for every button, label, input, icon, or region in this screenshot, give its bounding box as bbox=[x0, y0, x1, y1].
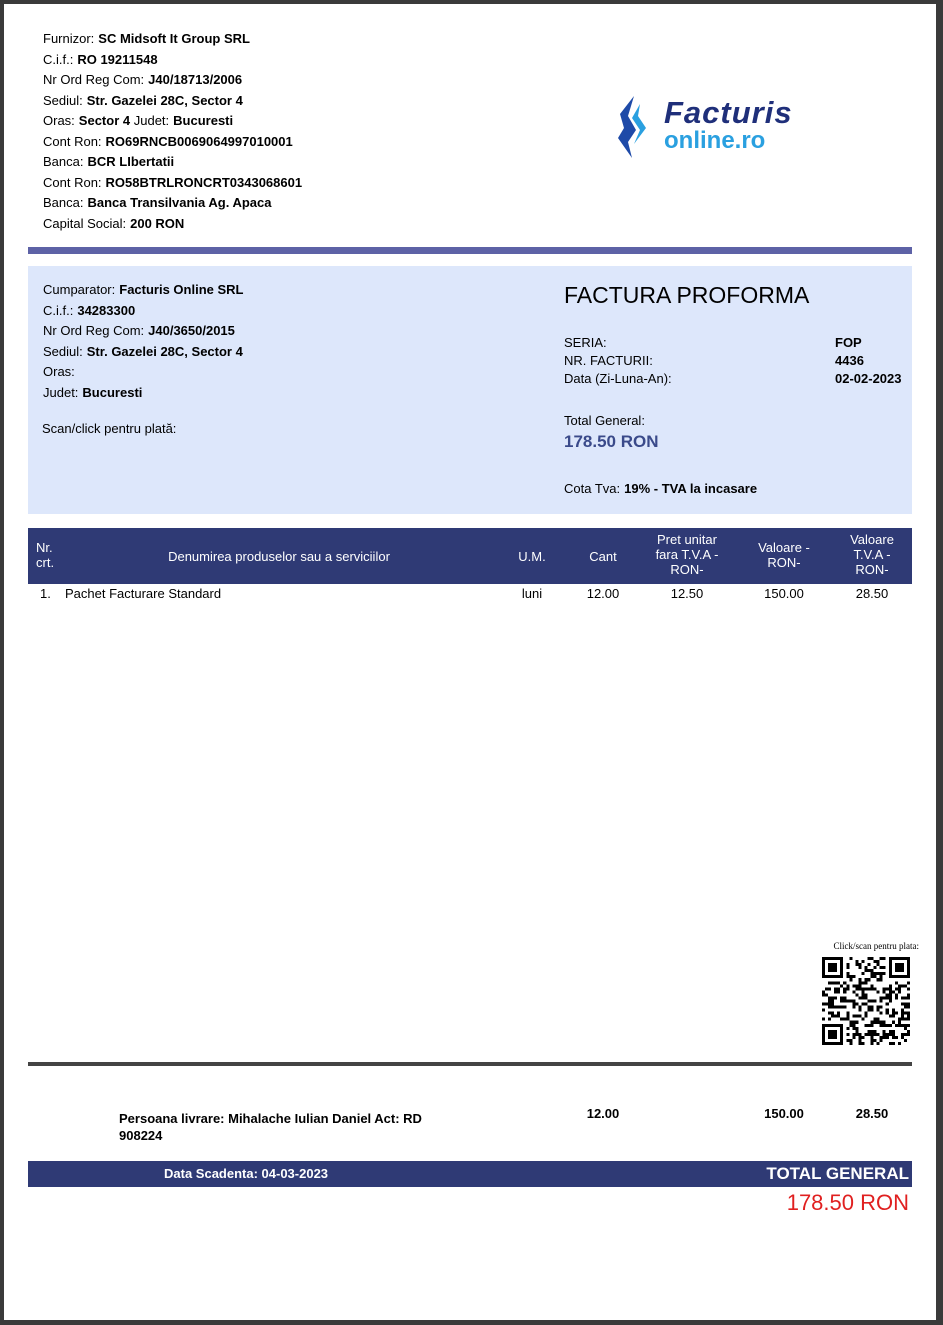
invoice-title: FACTURA PROFORMA bbox=[564, 282, 810, 308]
value-total: 150.00 bbox=[764, 1106, 804, 1121]
logo-text-online: online.ro bbox=[664, 127, 766, 154]
row-nr: 1. bbox=[40, 586, 51, 601]
col-nr-header: Nr. crt. bbox=[36, 540, 55, 570]
vat-total: 28.50 bbox=[855, 1106, 889, 1121]
total-general-value: 178.50 RON bbox=[564, 432, 659, 451]
payment-qr-code[interactable] bbox=[822, 957, 910, 1045]
invoice-page bbox=[4, 4, 936, 1320]
row-price: 12.50 bbox=[670, 586, 704, 601]
row-value: 150.00 bbox=[764, 586, 804, 601]
logo-text-facturis: Facturis bbox=[664, 95, 793, 130]
footer-divider bbox=[28, 1062, 912, 1066]
invoice-number: 4436 bbox=[835, 353, 864, 368]
delivery-person: Persoana livrare: Mihalache Iulian Daniel Act: RD 908224 bbox=[119, 1111, 422, 1143]
facturis-logo bbox=[614, 94, 844, 164]
invoice-date: 02-02-2023 bbox=[835, 371, 902, 386]
logo-mark-icon bbox=[614, 94, 650, 160]
qty-total: 12.00 bbox=[586, 1106, 620, 1121]
qr-caption: Click/scan pentru plata: bbox=[833, 941, 919, 951]
col-qty-header: Cant bbox=[589, 549, 617, 564]
col-price-header: Pret unitar fara T.V.A -RON- bbox=[655, 532, 719, 577]
col-um-header: U.M. bbox=[518, 549, 546, 564]
buyer-scan-text: Scan/click pentru plată: bbox=[42, 421, 177, 436]
qr-code-icon bbox=[822, 957, 910, 1045]
supplier-name: SC Midsoft It Group SRL bbox=[98, 31, 250, 46]
col-name-header: Denumirea produselor sau a serviciilor bbox=[168, 549, 390, 564]
due-date: Data Scadenta: 04-03-2023 bbox=[164, 1166, 329, 1181]
row-um: luni bbox=[521, 586, 543, 601]
row-name: Pachet Facturare Standard bbox=[65, 586, 222, 601]
total-general-heading: TOTAL GENERAL bbox=[766, 1164, 909, 1183]
row-qty: 12.00 bbox=[586, 586, 620, 601]
buyer-name: Facturis Online SRL bbox=[119, 282, 244, 297]
header-divider bbox=[28, 247, 912, 254]
row-vat: 28.50 bbox=[855, 586, 889, 601]
col-vat-header: Valoare T.V.A -RON- bbox=[850, 532, 894, 577]
buyer-block: Cumparator: Facturis Online SRL C.i.f.: 34283300 Nr Ord Reg Com: J40/3650/2015 Sediul: Str. Gazelei 28C, Sector 4 Oras: Judet: Bucuresti bbox=[43, 282, 244, 400]
footer-total-value: 178.50 RON bbox=[786, 1190, 909, 1215]
invoice-series: FOP bbox=[835, 335, 862, 350]
invoice-meta: SERIA: FOP NR. FACTURII: 4436 Data (Zi-Luna-An): 02-02-2023 bbox=[564, 335, 902, 386]
col-value-header: Valoare -RON- bbox=[758, 540, 810, 570]
supplier-block: Furnizor: SC Midsoft It Group SRL C.i.f.: RO 19211548 Nr Ord Reg Com: J40/18713/2006 Sediul: Str. Gazelei 28C, Sector 4 Oras: Sector 4 Judet: Bucuresti Cont Ron: RO69RNCB0069064997010001 Banca: BCR LIbertatii Cont Ron: RO58BTRLRONCRT0343068601 Banca: Banca Transilvania Ag. Apaca Capital Social: 200 RON bbox=[43, 31, 303, 231]
vat-rate: Cota Tva: 19% - TVA la incasare bbox=[564, 481, 758, 496]
total-general-label: Total General: bbox=[564, 413, 645, 428]
